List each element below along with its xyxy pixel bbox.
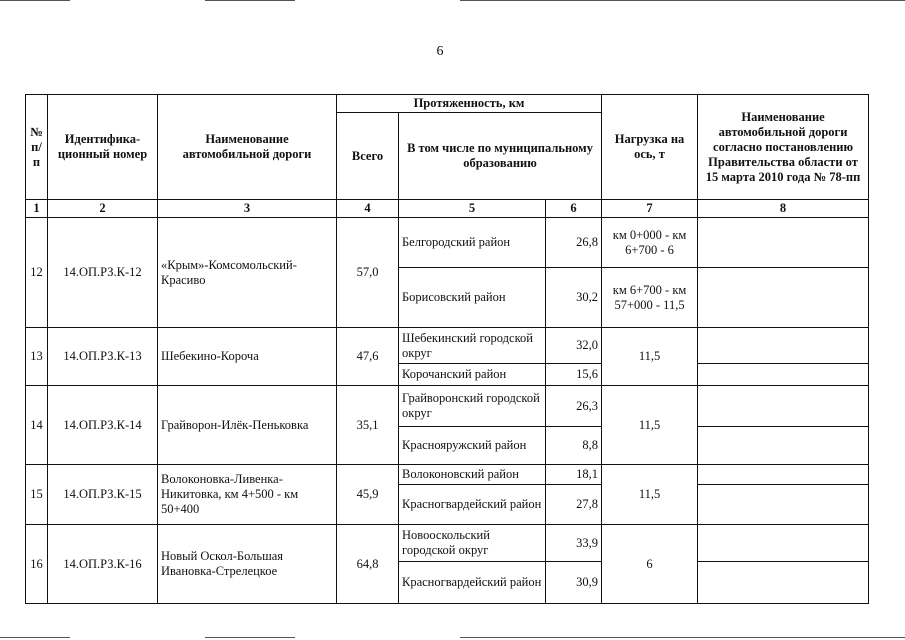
row-municipality: Красногвардейский район bbox=[399, 562, 546, 604]
row-id: 14.ОП.РЗ.К-14 bbox=[48, 386, 158, 465]
row-municipality: Корочанский район bbox=[399, 364, 546, 386]
column-number: 3 bbox=[158, 200, 337, 218]
table-row bbox=[26, 218, 869, 268]
row-municipality: Волоконовский район bbox=[399, 465, 546, 485]
row-regulation-name bbox=[698, 427, 869, 465]
row-axle-load: 11,5 bbox=[602, 465, 698, 525]
table-row bbox=[26, 465, 869, 485]
row-regulation-name bbox=[698, 485, 869, 525]
row-municipality-km: 15,6 bbox=[546, 364, 602, 386]
row-total-km: 57,0 bbox=[337, 218, 399, 328]
row-municipality: Шебекинский городской округ bbox=[399, 328, 546, 364]
row-municipality-km: 32,0 bbox=[546, 328, 602, 364]
row-index: 12 bbox=[26, 218, 48, 328]
row-regulation-name bbox=[698, 218, 869, 268]
row-axle-load: 11,5 bbox=[602, 328, 698, 386]
row-municipality: Борисовский район bbox=[399, 268, 546, 328]
row-municipality: Белгородский район bbox=[399, 218, 546, 268]
row-municipality-km: 18,1 bbox=[546, 465, 602, 485]
row-municipality: Краснояружский район bbox=[399, 427, 546, 465]
row-municipality-km: 30,2 bbox=[546, 268, 602, 328]
row-road-name: Волоконовка-Ливенка-Никитовка, км 4+500 - км 50+400 bbox=[158, 465, 337, 525]
row-axle-load: 6 bbox=[602, 525, 698, 604]
page-number: 6 bbox=[436, 44, 444, 59]
scan-line-top-mid bbox=[205, 0, 295, 1]
row-id: 14.ОП.РЗ.К-13 bbox=[48, 328, 158, 386]
row-regulation-name bbox=[698, 328, 869, 364]
scan-line-bottom-right bbox=[460, 637, 905, 638]
row-road-name: «Крым»-Комсомольский-Красиво bbox=[158, 218, 337, 328]
row-municipality-km: 33,9 bbox=[546, 525, 602, 562]
header-regulation-name: Наименование автомобильной дороги согласно постановлению Правительства области от 15 марта 2010 года № 78-пп bbox=[698, 95, 869, 200]
column-number: 1 bbox=[26, 200, 48, 218]
row-total-km: 45,9 bbox=[337, 465, 399, 525]
column-number: 8 bbox=[698, 200, 869, 218]
column-number: 6 bbox=[546, 200, 602, 218]
header-axle-load: Нагрузка на ось, т bbox=[602, 95, 698, 200]
row-axle-load: км 6+700 - км 57+000 - 11,5 bbox=[602, 268, 698, 328]
row-total-km: 64,8 bbox=[337, 525, 399, 604]
header-total: Всего bbox=[337, 113, 399, 200]
row-index: 14 bbox=[26, 386, 48, 465]
column-number: 4 bbox=[337, 200, 399, 218]
row-municipality: Грайворонский городской округ bbox=[399, 386, 546, 427]
row-index: 16 bbox=[26, 525, 48, 604]
row-municipality-km: 26,8 bbox=[546, 218, 602, 268]
header-index: № п/п bbox=[26, 95, 48, 200]
row-regulation-name bbox=[698, 525, 869, 562]
header-id: Идентифика-ционный номер bbox=[48, 95, 158, 200]
column-number: 5 bbox=[399, 200, 546, 218]
row-regulation-name bbox=[698, 465, 869, 485]
row-municipality-km: 30,9 bbox=[546, 562, 602, 604]
row-road-name: Шебекино-Короча bbox=[158, 328, 337, 386]
table-row bbox=[26, 328, 869, 364]
row-total-km: 47,6 bbox=[337, 328, 399, 386]
column-number: 2 bbox=[48, 200, 158, 218]
row-road-name: Грайворон-Илёк-Пеньковка bbox=[158, 386, 337, 465]
row-index: 13 bbox=[26, 328, 48, 386]
row-index: 15 bbox=[26, 465, 48, 525]
row-road-name: Новый Оскол-Большая Ивановка-Стрелецкое bbox=[158, 525, 337, 604]
header-by-municipality: В том числе по муниципальному образованию bbox=[399, 113, 602, 200]
row-municipality-km: 26,3 bbox=[546, 386, 602, 427]
scan-line-top-left bbox=[0, 0, 70, 1]
row-axle-load: 11,5 bbox=[602, 386, 698, 465]
row-total-km: 35,1 bbox=[337, 386, 399, 465]
row-municipality-km: 8,8 bbox=[546, 427, 602, 465]
row-regulation-name bbox=[698, 562, 869, 604]
table-row bbox=[26, 525, 869, 562]
row-municipality-km: 27,8 bbox=[546, 485, 602, 525]
scan-line-bottom-mid bbox=[205, 637, 295, 638]
column-number: 7 bbox=[602, 200, 698, 218]
scan-line-top-right bbox=[460, 0, 905, 1]
roads-table bbox=[25, 94, 869, 604]
scan-line-bottom-left bbox=[0, 637, 70, 638]
row-axle-load: км 0+000 - км 6+700 - 6 bbox=[602, 218, 698, 268]
header-length-group: Протяженность, км bbox=[337, 95, 602, 113]
table-row bbox=[26, 386, 869, 427]
row-regulation-name bbox=[698, 364, 869, 386]
row-municipality: Новооскольский городской округ bbox=[399, 525, 546, 562]
row-id: 14.ОП.РЗ.К-16 bbox=[48, 525, 158, 604]
header-road-name: Наименование автомобильной дороги bbox=[158, 95, 337, 200]
row-id: 14.ОП.РЗ.К-15 bbox=[48, 465, 158, 525]
row-id: 14.ОП.РЗ.К-12 bbox=[48, 218, 158, 328]
row-regulation-name bbox=[698, 268, 869, 328]
row-municipality: Красногвардейский район bbox=[399, 485, 546, 525]
column-numbers-row bbox=[26, 200, 869, 218]
row-regulation-name bbox=[698, 386, 869, 427]
